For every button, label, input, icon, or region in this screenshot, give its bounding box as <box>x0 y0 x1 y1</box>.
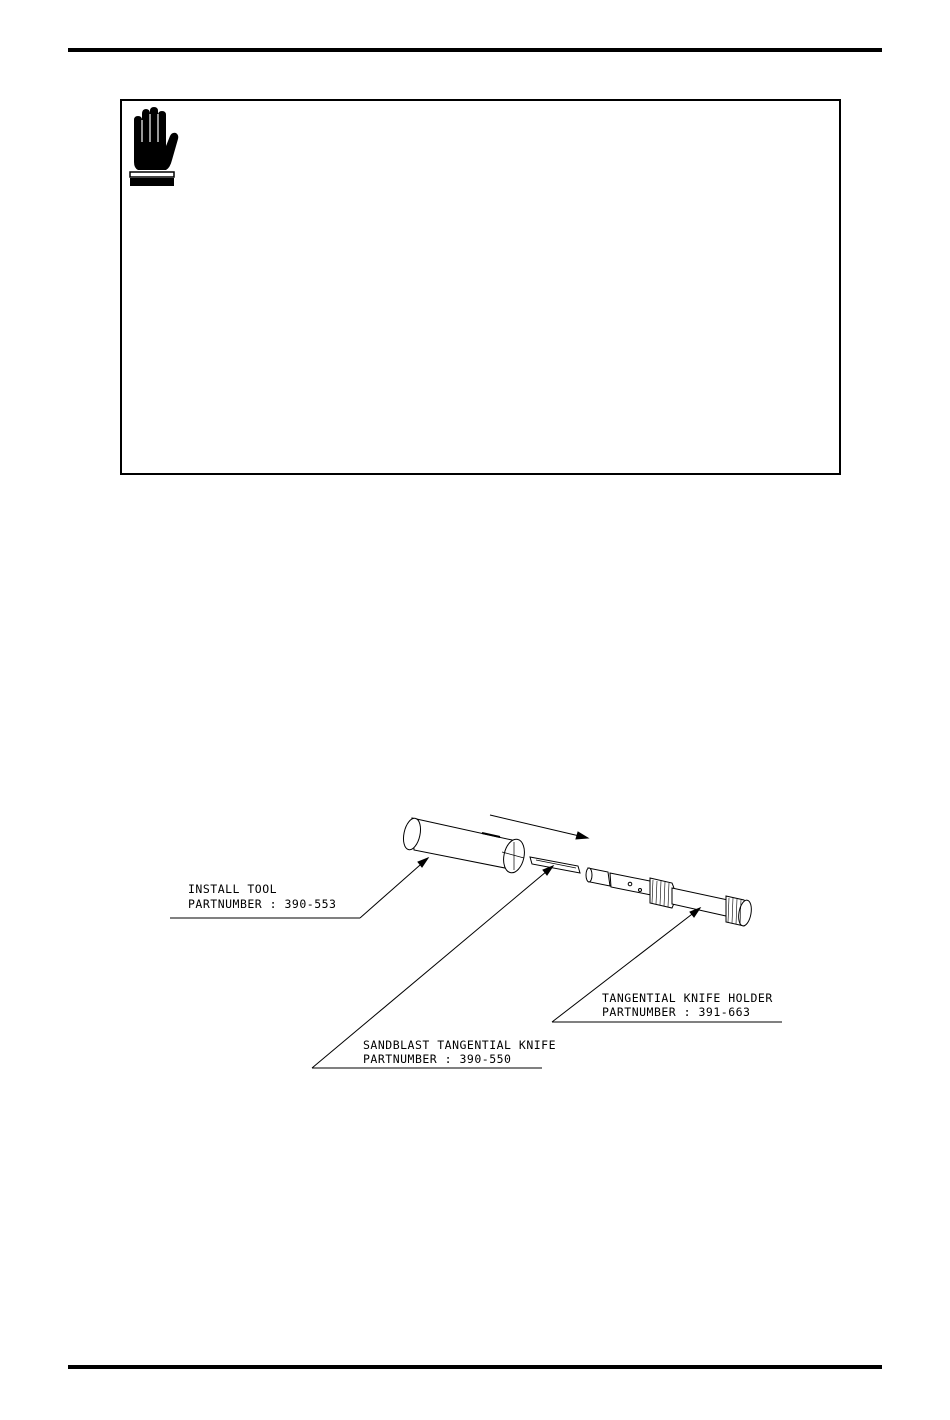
footer-rule <box>68 1365 882 1369</box>
install-tool-name: INSTALL TOOL <box>188 882 278 896</box>
sandblast-knife-name: SANDBLAST TANGENTIAL KNIFE <box>363 1038 557 1052</box>
sandblast-knife-drawing <box>530 857 580 873</box>
exploded-view-figure <box>160 800 800 1090</box>
install-tool-part: PARTNUMBER : 390-553 <box>188 897 337 911</box>
direction-arrow <box>490 815 588 839</box>
knife-holder-drawing <box>586 868 753 927</box>
stop-hand-icon <box>128 106 182 188</box>
knife-holder-part: PARTNUMBER : 391-663 <box>602 1005 751 1019</box>
warning-box <box>120 99 841 475</box>
install-tool-drawing <box>401 817 527 875</box>
header-rule <box>68 48 882 52</box>
sandblast-knife-part: PARTNUMBER : 390-550 <box>363 1052 512 1066</box>
knife-holder-name: TANGENTIAL KNIFE HOLDER <box>602 991 773 1005</box>
